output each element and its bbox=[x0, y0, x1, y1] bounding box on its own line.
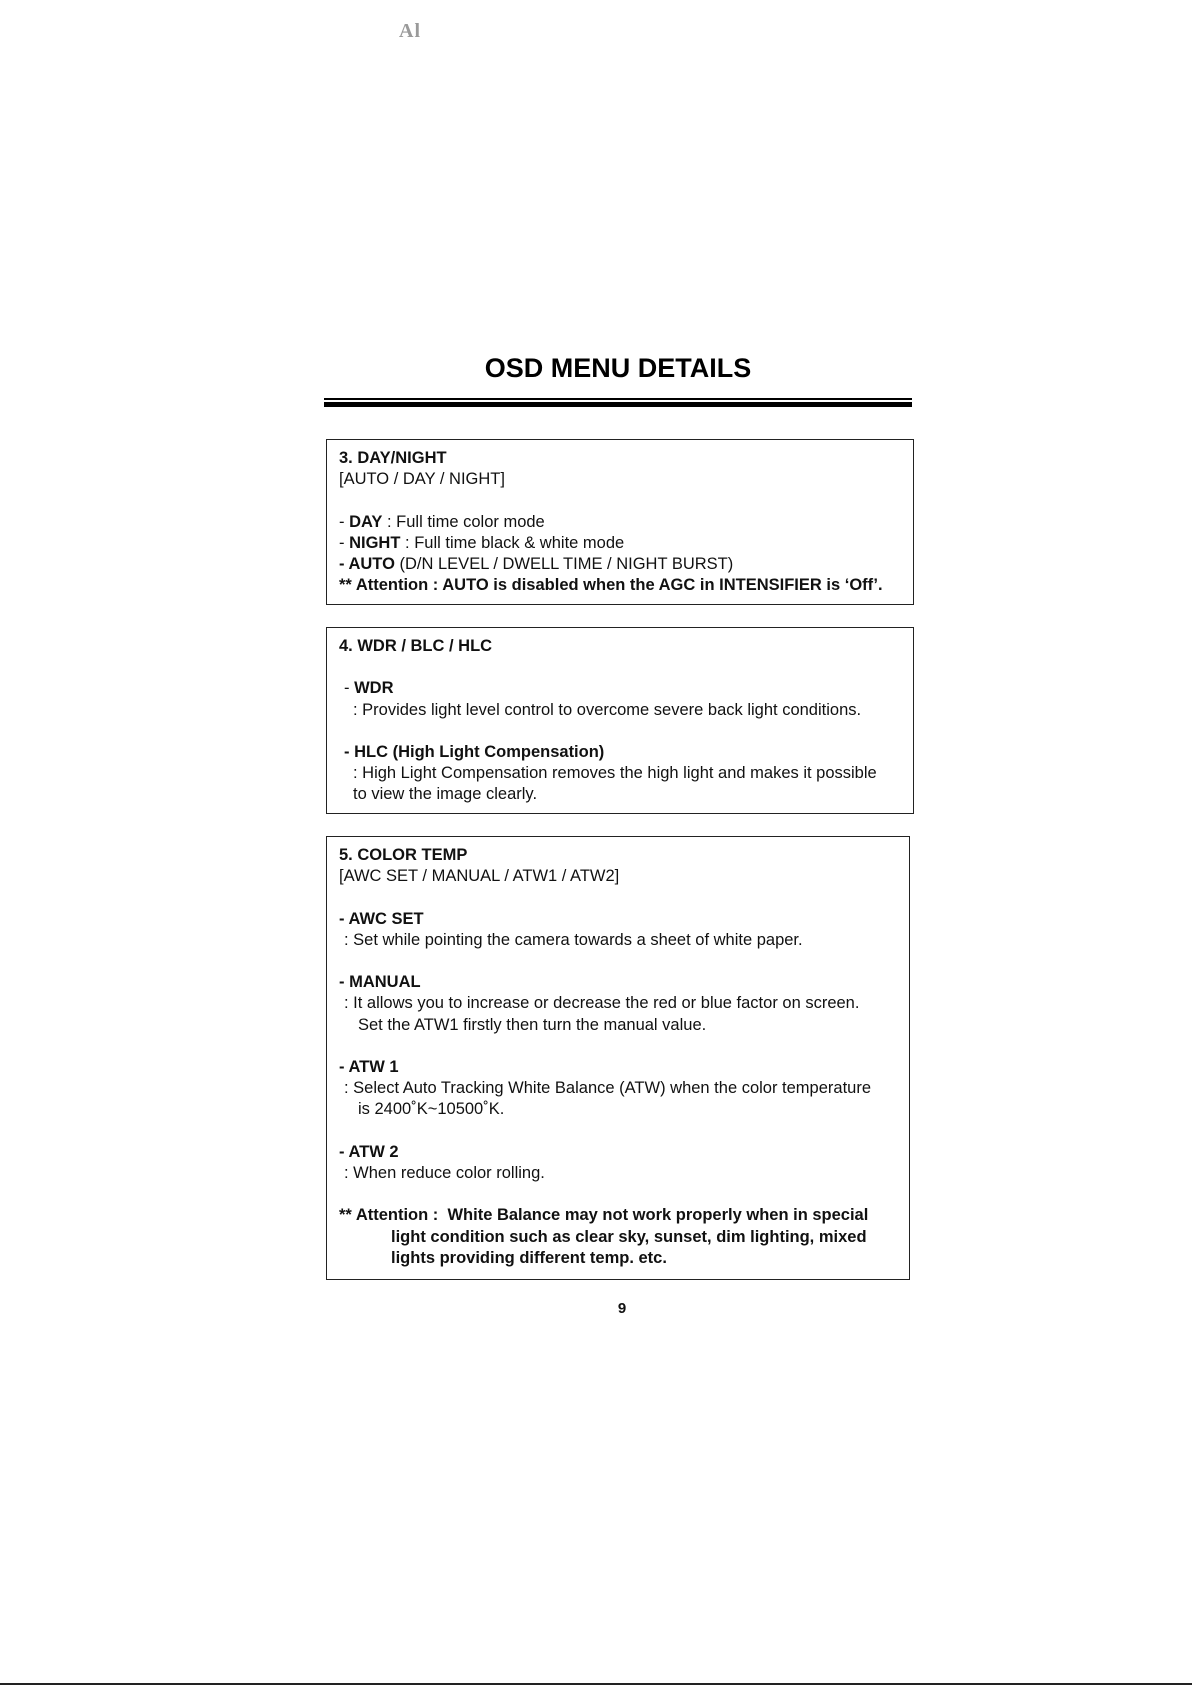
attention-note: ** Attention : White Balance may not work properly when in special bbox=[339, 1206, 869, 1225]
spacer bbox=[339, 657, 901, 678]
item-text: : Full time black & white mode bbox=[400, 533, 625, 552]
option-list: [AWC SET / MANUAL / ATW1 / ATW2] bbox=[339, 867, 620, 886]
item-prefix: - bbox=[339, 512, 350, 531]
atw1-description: : Select Auto Tracking White Balance (ATW) when the color temperature bbox=[344, 1079, 872, 1098]
awc-set-item: - AWC SET bbox=[339, 909, 424, 928]
corner-mark: Al bbox=[399, 20, 421, 42]
item-term: NIGHT bbox=[349, 533, 401, 552]
item-text: (D/N LEVEL / DWELL TIME / NIGHT BURST) bbox=[394, 555, 734, 573]
auto-item bbox=[339, 554, 901, 575]
manual-description-continued: Set the ATW1 firstly then turn the manual value. bbox=[358, 1015, 707, 1034]
item-term: - AUTO bbox=[339, 555, 395, 573]
spacer bbox=[339, 887, 897, 908]
title-double-rule bbox=[324, 398, 912, 408]
awc-set-description: : Set while pointing the camera towards a sheet of white paper. bbox=[344, 930, 803, 949]
hlc-description-continued: to view the image clearly. bbox=[353, 785, 538, 804]
page-number: 9 bbox=[617, 1300, 627, 1317]
attention-note: ** Attention : AUTO is disabled when the AGC in INTENSIFIER is ‘Off’. bbox=[339, 576, 883, 595]
section-heading: 4. WDR / BLC / HLC bbox=[339, 637, 493, 655]
section-wdr-blc-hlc bbox=[326, 627, 914, 814]
hlc-description: : High Light Compensation removes the high light and makes it possible bbox=[353, 764, 877, 783]
day-item bbox=[339, 512, 901, 533]
atw1-description-continued: is 2400˚K~10500˚K. bbox=[358, 1100, 505, 1119]
manual-item: - MANUAL bbox=[339, 973, 421, 992]
spacer bbox=[339, 1121, 897, 1142]
hlc-item: - HLC (High Light Compensation) bbox=[344, 742, 605, 761]
atw2-description: : When reduce color rolling. bbox=[344, 1163, 545, 1182]
item-prefix: - bbox=[344, 679, 355, 698]
item-text: : Full time color mode bbox=[382, 512, 545, 531]
wdr-description: : Provides light level control to overcome severe back light conditions. bbox=[353, 700, 862, 719]
atw2-item: - ATW 2 bbox=[339, 1142, 399, 1161]
spacer bbox=[339, 951, 897, 972]
attention-note-continued: light condition such as clear sky, sunset, dim lighting, mixed bbox=[391, 1227, 867, 1246]
spacer bbox=[339, 490, 901, 511]
page-title: OSD MENU DETAILS bbox=[484, 353, 752, 383]
option-list: [AUTO / DAY / NIGHT] bbox=[339, 470, 505, 489]
title-rule-thick bbox=[324, 402, 912, 407]
manual-description: : It allows you to increase or decrease the red or blue factor on screen. bbox=[344, 994, 860, 1013]
spacer bbox=[339, 1184, 897, 1205]
item-term: WDR bbox=[354, 679, 394, 698]
section-day-night bbox=[326, 439, 914, 605]
item-term: DAY bbox=[349, 512, 383, 531]
section-color-temp bbox=[326, 836, 910, 1280]
section-heading: 5. COLOR TEMP bbox=[339, 846, 468, 864]
spacer bbox=[339, 721, 901, 742]
attention-note-continued: lights providing different temp. etc. bbox=[391, 1248, 667, 1267]
section-heading: 3. DAY/NIGHT bbox=[339, 449, 447, 467]
night-item bbox=[339, 533, 901, 554]
title-rule-thin bbox=[324, 398, 912, 400]
spacer bbox=[339, 1036, 897, 1057]
wdr-item bbox=[339, 678, 901, 699]
item-prefix: - bbox=[339, 533, 350, 552]
atw1-item: - ATW 1 bbox=[339, 1057, 399, 1076]
